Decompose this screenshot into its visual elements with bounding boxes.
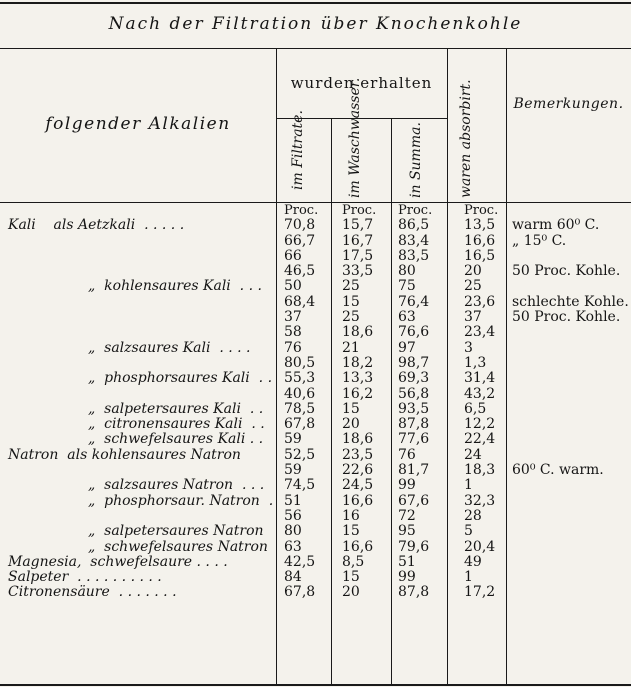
row-label: „ schwefelsaures Natron: [88, 538, 268, 555]
table-row: [0, 295, 631, 310]
value-cell: 15: [342, 523, 360, 540]
value-cell: 15: [342, 569, 360, 586]
value-cell: 67,6: [398, 492, 430, 509]
value-cell: 99: [398, 569, 416, 586]
bottom-rule: [0, 684, 631, 686]
value-cell: 24,5: [342, 477, 374, 494]
unit-cell: Proc.: [398, 203, 433, 218]
value-cell: 16,6: [464, 232, 496, 249]
row-label: Salpeter . . . . . . . . . .: [8, 569, 162, 586]
value-cell: 75: [398, 278, 416, 295]
value-cell: 15,7: [342, 217, 374, 234]
header-wurden-erhalten: wurden erhalten: [290, 74, 433, 92]
table-row: [0, 249, 631, 264]
value-cell: 72: [398, 507, 416, 524]
value-cell: 74,5: [284, 477, 316, 494]
remark-cell: 50 Proc. Kohle.: [512, 263, 621, 280]
value-cell: 37: [464, 309, 482, 326]
value-cell: 80: [284, 523, 302, 540]
value-cell: 18,6: [342, 324, 374, 341]
remark-cell: 50 Proc. Kohle.: [512, 309, 621, 326]
value-cell: 17,5: [342, 247, 374, 264]
header-alkalien: folgender Alkalien: [45, 114, 231, 134]
value-cell: 56,8: [398, 385, 430, 402]
row-label: „ phosphorsaur. Natron .: [88, 492, 274, 509]
table-row: [0, 325, 631, 340]
value-cell: 58: [284, 324, 302, 341]
table-row: [0, 371, 631, 386]
row-label: „ salpetersaures Natron: [88, 523, 264, 540]
table-row: [0, 341, 631, 356]
value-cell: 87,8: [398, 416, 430, 433]
table-row: [0, 234, 631, 249]
table-row: [0, 402, 631, 417]
remark-cell: „ 15⁰ C.: [512, 232, 567, 249]
value-cell: 51: [398, 553, 416, 570]
table-row: [0, 494, 631, 509]
value-cell: 21: [342, 339, 360, 356]
value-cell: 25: [464, 278, 482, 295]
value-cell: 8,5: [342, 553, 365, 570]
value-cell: 97: [398, 339, 416, 356]
row-label: „ schwefelsaures Kali . .: [88, 431, 264, 448]
row-label: Magnesia, schwefelsaure . . . .: [8, 553, 228, 570]
value-cell: 28: [464, 507, 482, 524]
table-row: [0, 448, 631, 463]
header-in-summa: in Summa.: [408, 122, 424, 198]
value-cell: 99: [398, 477, 416, 494]
value-cell: 42,5: [284, 553, 316, 570]
value-cell: 16,7: [342, 232, 374, 249]
value-cell: 86,5: [398, 217, 430, 234]
value-cell: 31,4: [464, 370, 496, 387]
value-cell: 67,8: [284, 584, 316, 601]
value-cell: 50: [284, 278, 302, 295]
value-cell: 63: [398, 309, 416, 326]
value-cell: 13,5: [464, 217, 496, 234]
value-cell: 15: [342, 293, 360, 310]
remark-cell: 60⁰ C. warm.: [512, 462, 604, 479]
header-im-waschwasser: im Waschwasser.: [347, 77, 363, 198]
value-cell: 16: [342, 507, 360, 524]
value-cell: 59: [284, 462, 302, 479]
table-caption: Nach der Filtration über Knochenkohle: [108, 14, 523, 34]
value-cell: 3: [464, 339, 473, 356]
value-cell: 69,3: [398, 370, 430, 387]
table-row: [0, 432, 631, 447]
table-row: [0, 264, 631, 279]
value-cell: 23,5: [342, 446, 374, 463]
value-cell: 56: [284, 507, 302, 524]
value-cell: 68,4: [284, 293, 316, 310]
header-im-filtrate: im Filtrate.: [290, 110, 306, 190]
value-cell: 52,5: [284, 446, 316, 463]
row-label: „ salpetersaures Kali . .: [88, 400, 264, 417]
value-cell: 18,6: [342, 431, 374, 448]
caption-rule: [0, 48, 631, 49]
row-label: „ salzsaures Natron . . .: [88, 477, 265, 494]
value-cell: 25: [342, 278, 360, 295]
value-cell: 46,5: [284, 263, 316, 280]
value-cell: 22,4: [464, 431, 496, 448]
unit-cell: Proc.: [464, 203, 499, 218]
value-cell: 1: [464, 477, 473, 494]
remark-cell: schlechte Kohle.: [512, 293, 629, 310]
table-row: [0, 356, 631, 371]
value-cell: 20,4: [464, 538, 496, 555]
table-row: [0, 387, 631, 402]
value-cell: 66,7: [284, 232, 316, 249]
value-cell: 80: [398, 263, 416, 280]
unit-cell: Proc.: [284, 203, 319, 218]
value-cell: 33,5: [342, 263, 374, 280]
value-cell: 25: [342, 309, 360, 326]
value-cell: 66: [284, 247, 302, 264]
value-cell: 76: [284, 339, 302, 356]
remark-cell: warm 60⁰ C.: [512, 217, 600, 234]
value-cell: 1,3: [464, 354, 487, 371]
value-cell: 15: [342, 400, 360, 417]
value-cell: 18,2: [342, 354, 374, 371]
value-cell: 55,3: [284, 370, 316, 387]
value-cell: 76,6: [398, 324, 430, 341]
table-row: [0, 478, 631, 493]
value-cell: 78,5: [284, 400, 316, 417]
value-cell: 18,3: [464, 462, 496, 479]
value-cell: 5: [464, 523, 473, 540]
value-cell: 95: [398, 523, 416, 540]
table-body: [0, 203, 631, 601]
table-row: [0, 463, 631, 478]
value-cell: 77,6: [398, 431, 430, 448]
row-label: Kali als Aetzkali . . . . .: [8, 217, 185, 234]
table-row: [0, 279, 631, 294]
table-row: [0, 509, 631, 524]
value-cell: 22,6: [342, 462, 374, 479]
value-cell: 20: [464, 263, 482, 280]
value-cell: 16,2: [342, 385, 374, 402]
value-cell: 23,6: [464, 293, 496, 310]
table-row: [0, 570, 631, 585]
value-cell: 79,6: [398, 538, 430, 555]
value-cell: 17,2: [464, 584, 496, 601]
value-cell: 83,5: [398, 247, 430, 264]
value-cell: 93,5: [398, 400, 430, 417]
value-cell: 81,7: [398, 462, 430, 479]
table-row: [0, 585, 631, 600]
header-absorbirt: waren absorbirt.: [458, 79, 474, 198]
value-cell: 98,7: [398, 354, 430, 371]
table-row: [0, 417, 631, 432]
value-cell: 32,3: [464, 492, 496, 509]
value-cell: 16,6: [342, 492, 374, 509]
value-cell: 6,5: [464, 400, 487, 417]
row-label: „ citronensaures Kali . .: [88, 416, 265, 433]
value-cell: 24: [464, 446, 482, 463]
table-row: [0, 310, 631, 325]
row-label: „ phosphorsaures Kali . .: [88, 370, 273, 387]
value-cell: 20: [342, 584, 360, 601]
value-cell: 70,8: [284, 217, 316, 234]
row-label: „ salzsaures Kali . . . .: [88, 339, 251, 356]
value-cell: 23,4: [464, 324, 496, 341]
table-row: [0, 524, 631, 539]
value-cell: 49: [464, 553, 482, 570]
value-cell: 87,8: [398, 584, 430, 601]
value-cell: 13,3: [342, 370, 374, 387]
table-row: [0, 218, 631, 233]
value-cell: 80,5: [284, 354, 316, 371]
value-cell: 63: [284, 538, 302, 555]
value-cell: 76: [398, 446, 416, 463]
value-cell: 20: [342, 416, 360, 433]
top-rule: [0, 2, 631, 4]
value-cell: 84: [284, 569, 302, 586]
row-label: Citronensäure . . . . . . .: [8, 584, 177, 601]
value-cell: 83,4: [398, 232, 430, 249]
unit-cell: Proc.: [342, 203, 377, 218]
value-cell: 16,5: [464, 247, 496, 264]
header-bemerkungen: Bemerkungen.: [513, 96, 624, 112]
value-cell: 37: [284, 309, 302, 326]
value-cell: 43,2: [464, 385, 496, 402]
value-cell: 40,6: [284, 385, 316, 402]
value-cell: 16,6: [342, 538, 374, 555]
table-row: [0, 540, 631, 555]
value-cell: 1: [464, 569, 473, 586]
table-row: [0, 555, 631, 570]
value-cell: 12,2: [464, 416, 496, 433]
value-cell: 76,4: [398, 293, 430, 310]
value-cell: 59: [284, 431, 302, 448]
row-label: „ kohlensaures Kali . . .: [88, 278, 262, 295]
value-cell: 51: [284, 492, 302, 509]
value-cell: 67,8: [284, 416, 316, 433]
row-label: Natron als kohlensaures Natron: [8, 446, 241, 463]
units-row: [0, 203, 631, 218]
